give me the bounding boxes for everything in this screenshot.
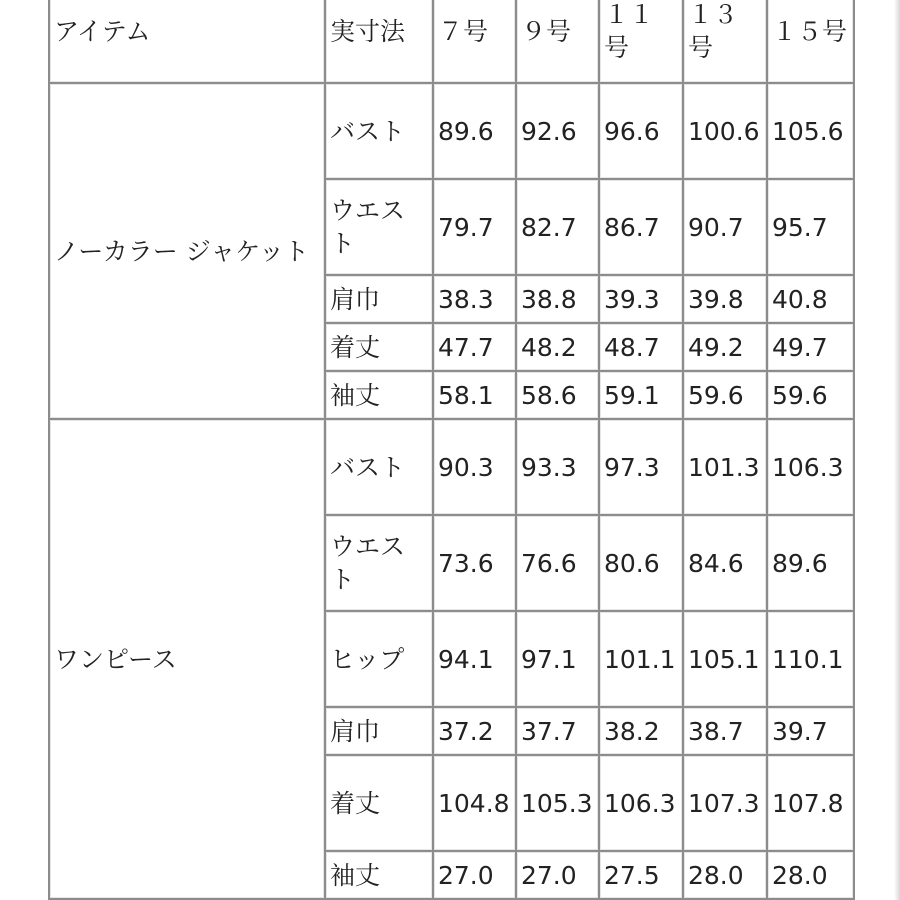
measure-cell: ウエスト	[325, 515, 433, 611]
header-cell-size-15: １５号	[767, 0, 854, 83]
measure-cell: 袖丈	[325, 371, 433, 419]
value-cell: 49.2	[683, 323, 767, 371]
header-cell-size-7: ７号	[433, 0, 516, 83]
value-cell: 94.1	[433, 611, 516, 707]
value-cell: 105.6	[767, 83, 854, 179]
value-cell: 37.7	[516, 707, 599, 755]
value-cell: 107.8	[767, 755, 854, 851]
header-cell-size-9: ９号	[516, 0, 599, 83]
value-cell: 39.7	[767, 707, 854, 755]
value-cell: 58.6	[516, 371, 599, 419]
value-cell: 86.7	[599, 179, 683, 275]
size-table	[48, 0, 855, 900]
value-cell: 58.1	[433, 371, 516, 419]
value-cell: 28.0	[767, 851, 854, 899]
value-cell: 38.8	[516, 275, 599, 323]
value-cell: 79.7	[433, 179, 516, 275]
measure-cell: ウエスト	[325, 179, 433, 275]
value-cell: 76.6	[516, 515, 599, 611]
table-row	[49, 419, 854, 515]
header-cell-size-13: １３号	[683, 0, 767, 83]
value-cell: 101.1	[599, 611, 683, 707]
header-cell-measure: 実寸法	[325, 0, 433, 83]
value-cell: 105.3	[516, 755, 599, 851]
value-cell: 59.6	[767, 371, 854, 419]
measure-cell: バスト	[325, 83, 433, 179]
header-row	[49, 0, 854, 83]
measure-cell: 着丈	[325, 755, 433, 851]
value-cell: 37.2	[433, 707, 516, 755]
value-cell: 84.6	[683, 515, 767, 611]
measure-cell: バスト	[325, 419, 433, 515]
value-cell: 40.8	[767, 275, 854, 323]
item-name-cell: ワンピース	[49, 419, 325, 899]
value-cell: 59.1	[599, 371, 683, 419]
value-cell: 28.0	[683, 851, 767, 899]
value-cell: 38.2	[599, 707, 683, 755]
value-cell: 89.6	[767, 515, 854, 611]
edge-shadow	[894, 0, 900, 900]
value-cell: 105.1	[683, 611, 767, 707]
table-row	[49, 83, 854, 179]
value-cell: 38.3	[433, 275, 516, 323]
value-cell: 48.2	[516, 323, 599, 371]
value-cell: 100.6	[683, 83, 767, 179]
header-cell-size-11: １１号	[599, 0, 683, 83]
value-cell: 27.5	[599, 851, 683, 899]
value-cell: 110.1	[767, 611, 854, 707]
measure-cell: 肩巾	[325, 707, 433, 755]
measure-cell: 肩巾	[325, 275, 433, 323]
value-cell: 95.7	[767, 179, 854, 275]
value-cell: 80.6	[599, 515, 683, 611]
item-name-cell: ノーカラー ジャケット	[49, 83, 325, 419]
header-cell-item: アイテム	[49, 0, 325, 83]
value-cell: 27.0	[433, 851, 516, 899]
value-cell: 38.7	[683, 707, 767, 755]
measure-cell: ヒップ	[325, 611, 433, 707]
value-cell: 59.6	[683, 371, 767, 419]
measure-cell: 着丈	[325, 323, 433, 371]
value-cell: 97.1	[516, 611, 599, 707]
value-cell: 101.3	[683, 419, 767, 515]
value-cell: 39.8	[683, 275, 767, 323]
value-cell: 90.3	[433, 419, 516, 515]
value-cell: 92.6	[516, 83, 599, 179]
value-cell: 97.3	[599, 419, 683, 515]
value-cell: 82.7	[516, 179, 599, 275]
value-cell: 107.3	[683, 755, 767, 851]
value-cell: 106.3	[599, 755, 683, 851]
value-cell: 48.7	[599, 323, 683, 371]
value-cell: 73.6	[433, 515, 516, 611]
value-cell: 104.8	[433, 755, 516, 851]
value-cell: 89.6	[433, 83, 516, 179]
value-cell: 93.3	[516, 419, 599, 515]
value-cell: 47.7	[433, 323, 516, 371]
value-cell: 96.6	[599, 83, 683, 179]
value-cell: 39.3	[599, 275, 683, 323]
value-cell: 27.0	[516, 851, 599, 899]
value-cell: 106.3	[767, 419, 854, 515]
measure-cell: 袖丈	[325, 851, 433, 899]
value-cell: 90.7	[683, 179, 767, 275]
value-cell: 49.7	[767, 323, 854, 371]
